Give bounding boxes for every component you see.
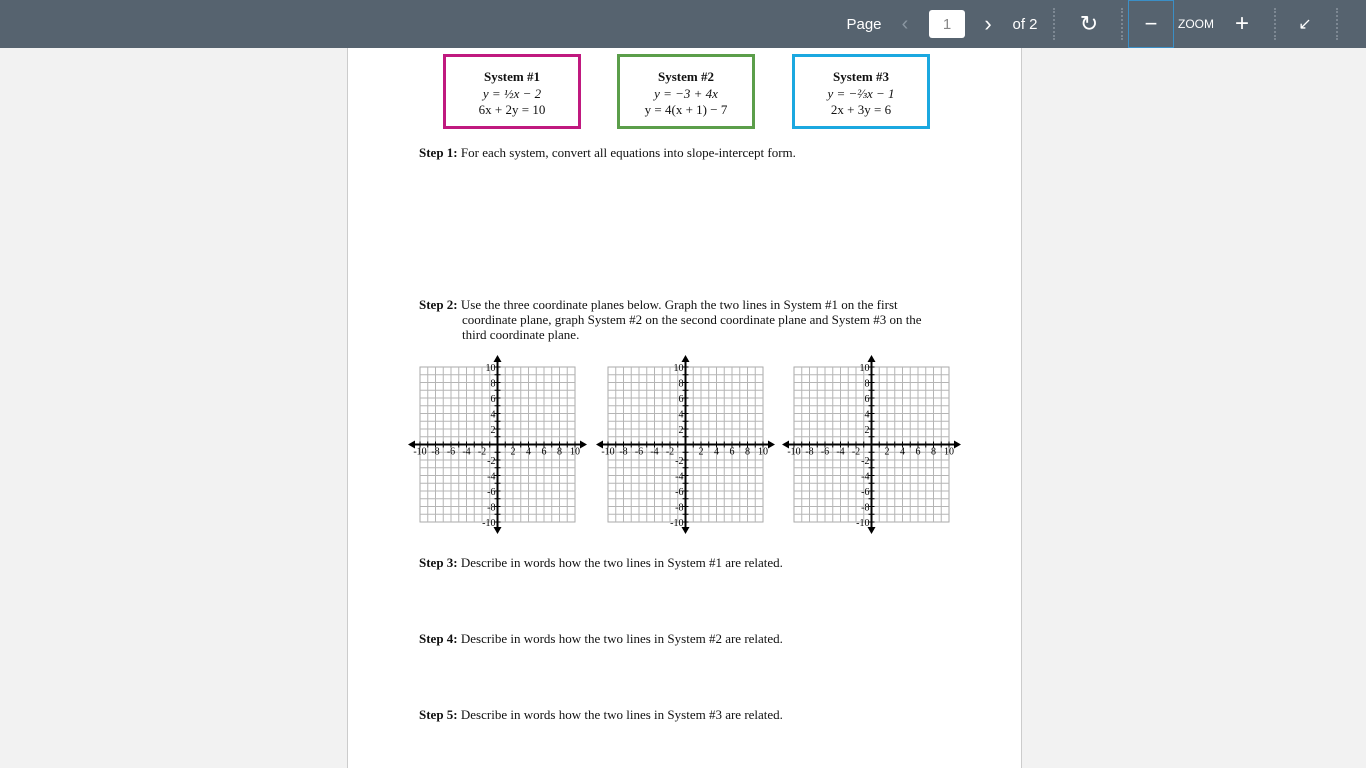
y-tick-label: -6 bbox=[675, 487, 684, 498]
y-tick-label: -10 bbox=[856, 518, 870, 529]
x-tick-label: -10 bbox=[601, 446, 615, 458]
x-tick-label: -4 bbox=[462, 446, 471, 458]
x-tick-label: -6 bbox=[634, 446, 644, 458]
y-tick-label: 4 bbox=[490, 409, 496, 421]
x-tick-label: 8 bbox=[557, 446, 562, 458]
y-tick-label: 8 bbox=[490, 378, 496, 390]
zoom-out-button[interactable] bbox=[1128, 0, 1174, 48]
system-3-box bbox=[792, 54, 930, 129]
coordinate-planes bbox=[348, 348, 1023, 538]
step-4: Step 4: Describe in words how the two lines in System #2 are related. bbox=[419, 631, 783, 646]
collapse-icon[interactable]: ↙︎ bbox=[1298, 16, 1312, 33]
y-tick-label: 8 bbox=[864, 378, 870, 390]
y-tick-label: 6 bbox=[490, 394, 496, 405]
plus-icon: + bbox=[1234, 10, 1249, 37]
x-tick-label: -2 bbox=[851, 446, 861, 458]
pdf-toolbar bbox=[0, 0, 1366, 48]
x-tick-label: -6 bbox=[820, 446, 830, 458]
y-tick-label: 10 bbox=[859, 363, 870, 374]
page-number-input[interactable] bbox=[929, 10, 965, 38]
y-tick-label: 8 bbox=[678, 378, 684, 390]
x-tick-label: 10 bbox=[944, 446, 954, 458]
x-tick-label: 8 bbox=[931, 446, 936, 458]
y-tick-label: -4 bbox=[675, 471, 684, 483]
x-tick-label: 2 bbox=[698, 446, 704, 458]
step-1: Step 1: For each system, convert all equations into slope-intercept form. bbox=[419, 145, 796, 160]
x-tick-label: 4 bbox=[900, 446, 905, 458]
x-tick-label: 6 bbox=[541, 446, 547, 458]
y-tick-label: -6 bbox=[861, 487, 870, 498]
zoom-in-button[interactable] bbox=[1228, 0, 1256, 48]
x-tick-label: -8 bbox=[431, 446, 440, 458]
y-tick-label: 2 bbox=[864, 425, 870, 436]
x-tick-label: -10 bbox=[413, 446, 427, 458]
x-tick-label: -6 bbox=[446, 446, 456, 458]
y-tick-label: 2 bbox=[490, 425, 496, 436]
y-tick-label: -10 bbox=[670, 518, 684, 529]
x-tick-label: -4 bbox=[836, 446, 845, 458]
y-tick-label: 6 bbox=[678, 394, 684, 405]
x-tick-label: 2 bbox=[510, 446, 516, 458]
x-tick-label: -2 bbox=[665, 446, 675, 458]
minus-icon: − bbox=[1144, 11, 1158, 36]
chevron-left-icon[interactable]: ‹ bbox=[901, 12, 909, 35]
y-tick-label: -2 bbox=[487, 456, 496, 467]
x-tick-label: -10 bbox=[787, 446, 801, 458]
x-tick-label: 4 bbox=[526, 446, 531, 458]
rotate-icon[interactable]: ↻ bbox=[1079, 11, 1099, 36]
y-tick-label: 6 bbox=[864, 394, 870, 405]
y-tick-label: -8 bbox=[675, 502, 684, 514]
equation: 6x + 2y = 10 bbox=[478, 102, 546, 117]
equation: y = ½x − 2 bbox=[482, 85, 542, 101]
zoom-label: ZOOM bbox=[1178, 17, 1214, 31]
y-tick-label: 4 bbox=[678, 409, 684, 421]
system-1-box bbox=[443, 54, 581, 129]
y-tick-label: -6 bbox=[487, 487, 496, 498]
y-tick-label: 2 bbox=[678, 425, 684, 436]
page-total: of 2 bbox=[1012, 15, 1038, 33]
system-title: System #3 bbox=[833, 69, 889, 84]
equation: y = 4(x + 1) − 7 bbox=[644, 102, 728, 117]
x-tick-label: 6 bbox=[729, 446, 735, 458]
equation: 2x + 3y = 6 bbox=[830, 102, 892, 117]
y-tick-label: 10 bbox=[485, 363, 496, 374]
step-2: Step 2: Use the three coordinate planes below. Graph the two lines in System #1 on the first coordinate plane, graph System #2 on the second coordinate plane and System #3 on the third coordinate plane. bbox=[419, 297, 922, 342]
x-tick-label: 4 bbox=[714, 446, 719, 458]
x-tick-label: -2 bbox=[477, 446, 487, 458]
y-tick-label: 4 bbox=[864, 409, 870, 421]
x-tick-label: 2 bbox=[884, 446, 890, 458]
x-tick-label: -8 bbox=[805, 446, 814, 458]
equation: y = −⅔x − 1 bbox=[827, 85, 895, 101]
y-tick-label: -2 bbox=[675, 456, 684, 467]
equation: y = −3 + 4x bbox=[654, 85, 718, 101]
x-tick-label: 10 bbox=[570, 446, 580, 458]
x-tick-label: -4 bbox=[650, 446, 659, 458]
y-tick-label: -8 bbox=[487, 502, 496, 514]
y-tick-label: -10 bbox=[482, 518, 496, 529]
chevron-right-icon[interactable]: › bbox=[984, 11, 992, 36]
x-tick-label: -8 bbox=[619, 446, 628, 458]
x-tick-label: 10 bbox=[758, 446, 768, 458]
divider bbox=[1121, 8, 1123, 40]
y-tick-label: -8 bbox=[861, 502, 870, 514]
page-label: Page bbox=[846, 15, 882, 33]
y-tick-label: 10 bbox=[673, 363, 684, 374]
divider bbox=[1053, 8, 1055, 40]
document-page bbox=[347, 48, 1022, 768]
y-tick-label: -4 bbox=[861, 471, 870, 483]
system-title: System #1 bbox=[484, 69, 540, 84]
step-3: Step 3: Describe in words how the two lines in System #1 are related. bbox=[419, 555, 783, 570]
x-tick-label: 8 bbox=[745, 446, 750, 458]
system-title: System #2 bbox=[658, 69, 714, 84]
x-tick-label: 6 bbox=[915, 446, 921, 458]
system-2-box bbox=[617, 54, 755, 129]
divider bbox=[1336, 8, 1338, 40]
step-5: Step 5: Describe in words how the two lines in System #3 are related. bbox=[419, 707, 783, 722]
y-tick-label: -4 bbox=[487, 471, 496, 483]
y-tick-label: -2 bbox=[861, 456, 870, 467]
divider bbox=[1274, 8, 1276, 40]
